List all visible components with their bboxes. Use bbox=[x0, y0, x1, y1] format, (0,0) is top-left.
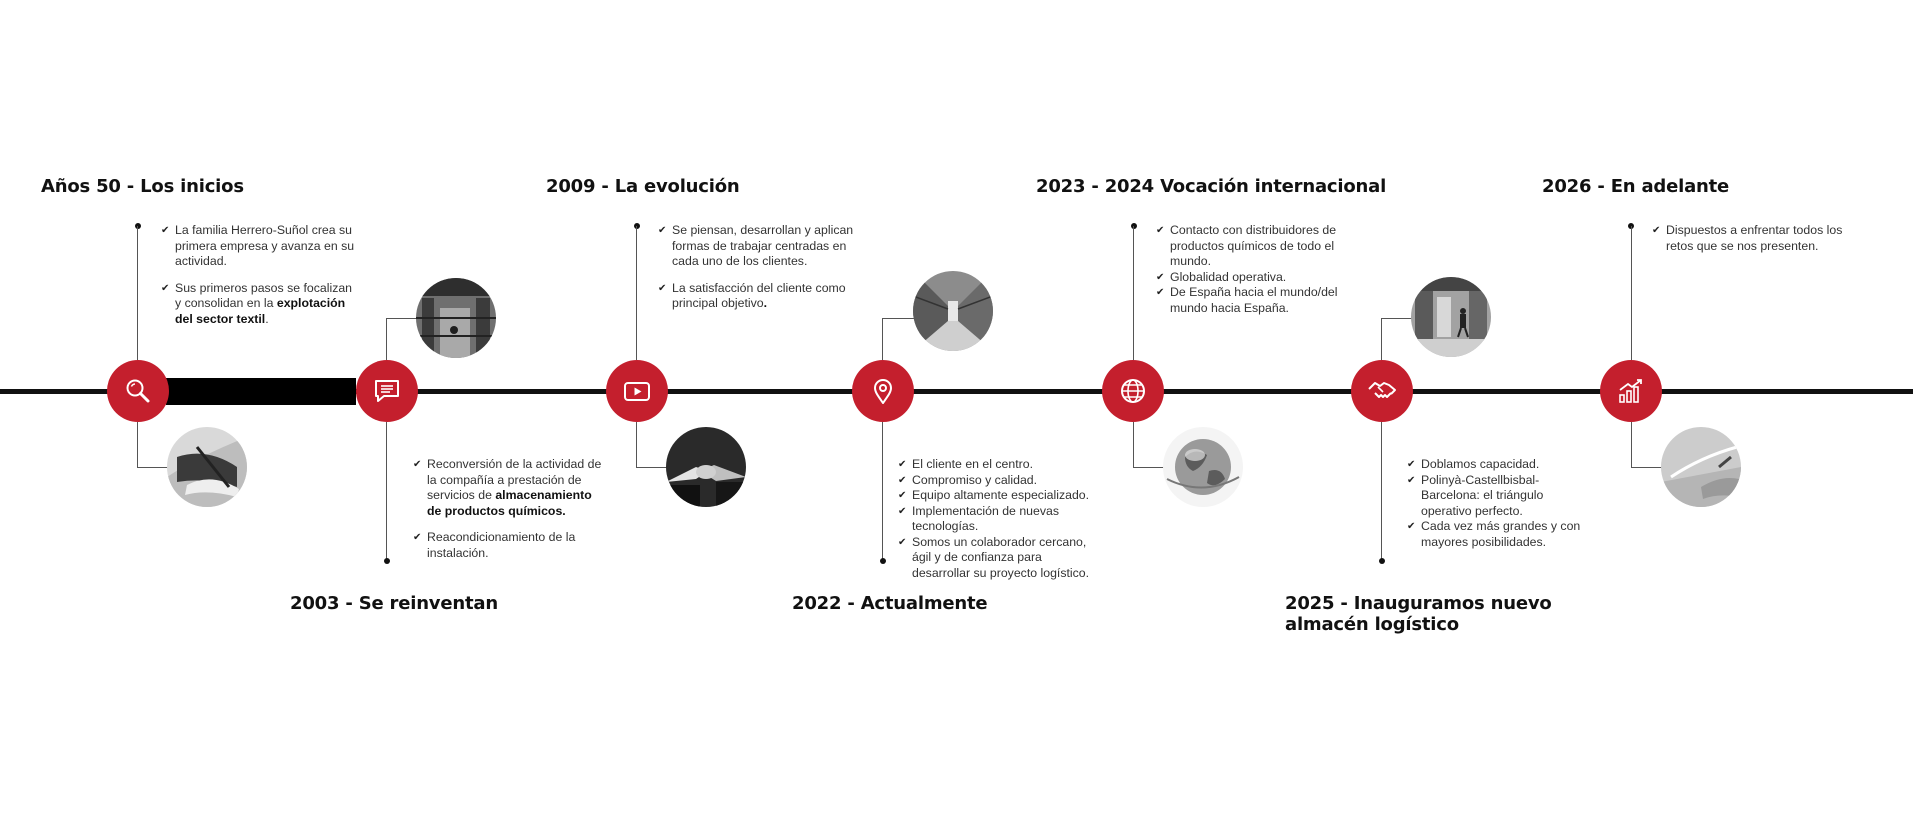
milestone-7-title: 2026 - En adelante bbox=[1542, 176, 1730, 197]
timeline-progress-bar bbox=[166, 378, 356, 405]
milestone-6-title: 2025 - Inauguramos nuevo almacén logístico bbox=[1285, 593, 1552, 635]
milestone-3-list bbox=[658, 223, 858, 312]
milestone-2-connector bbox=[386, 422, 387, 560]
milestone-2-title: 2003 - Se reinventan bbox=[290, 593, 498, 614]
warehouse-photo bbox=[416, 278, 496, 358]
milestone-4-connector bbox=[882, 422, 883, 560]
milestone-7-connector bbox=[1631, 226, 1632, 360]
warehouse-aisle-photo bbox=[913, 271, 993, 351]
list-item: ✔ Somos un colaborador cercano, ágil y de confianza para desarrollar su proyecto logístico. bbox=[898, 535, 1100, 582]
list-item: ✔ Se piensan, desarrollan y aplican formas de trabajar centradas en cada uno de los clientes. bbox=[658, 223, 858, 270]
globe-photo bbox=[1163, 427, 1243, 507]
hand-drawing-photo bbox=[1661, 427, 1741, 507]
milestone-3-connector bbox=[636, 226, 637, 360]
list-item: ✔ La satisfacción del cliente como principal objetivo. bbox=[658, 281, 858, 312]
search-icon bbox=[123, 376, 153, 406]
milestone-1-dot bbox=[135, 223, 141, 229]
milestone-7-list bbox=[1652, 223, 1852, 254]
list-item: ✔ De España hacia el mundo/del mundo hacia España. bbox=[1156, 285, 1346, 316]
globe-icon bbox=[1118, 376, 1148, 406]
milestone-4-node[interactable] bbox=[852, 360, 914, 422]
logistics-worker-photo bbox=[1411, 277, 1491, 357]
handshake-icon bbox=[1367, 376, 1397, 406]
milestone-1-node[interactable] bbox=[107, 360, 169, 422]
milestone-7-node[interactable] bbox=[1600, 360, 1662, 422]
list-item: ✔ Reconversión de la actividad de la compañía a prestación de servicios de almacenamiento de productos químicos. bbox=[413, 457, 609, 519]
handshake-photo bbox=[666, 427, 746, 507]
milestone-3-title: 2009 - La evolución bbox=[546, 176, 740, 197]
milestone-6-list bbox=[1407, 457, 1591, 550]
milestone-1-list bbox=[161, 223, 361, 327]
growth-chart-icon bbox=[1616, 376, 1646, 406]
milestone-6-dot bbox=[1379, 558, 1385, 564]
milestone-6-connector bbox=[1381, 422, 1382, 560]
milestone-2-dot bbox=[384, 558, 390, 564]
chat-icon bbox=[372, 376, 402, 406]
milestone-4-dot bbox=[880, 558, 886, 564]
milestone-5-dot bbox=[1131, 223, 1137, 229]
milestone-1-title: Años 50 - Los inicios bbox=[41, 176, 244, 197]
milestone-6-node[interactable] bbox=[1351, 360, 1413, 422]
milestone-1-connector bbox=[137, 226, 138, 360]
list-item: ✔ La familia Herrero-Suñol crea su primera empresa y avanza en su actividad. bbox=[161, 223, 361, 270]
list-item: ✔ El cliente en el centro. bbox=[898, 457, 1100, 473]
milestone-5-title: 2023 - 2024 Vocación internacional bbox=[1036, 176, 1387, 197]
list-item: ✔ Implementación de nuevas tecnologías. bbox=[898, 504, 1100, 535]
list-item: ✔ Polinyà-Castellbisbal-Barcelona: el triángulo operativo perfecto. bbox=[1407, 473, 1591, 520]
location-pin-icon bbox=[868, 376, 898, 406]
play-icon bbox=[622, 376, 652, 406]
milestone-5-list bbox=[1156, 223, 1346, 316]
list-item: ✔ Dispuestos a enfrentar todos los retos que se nos presenten. bbox=[1652, 223, 1852, 254]
milestone-5-connector bbox=[1133, 226, 1134, 360]
milestone-5-node[interactable] bbox=[1102, 360, 1164, 422]
list-item: ✔ Compromiso y calidad. bbox=[898, 473, 1100, 489]
milestone-3-node[interactable] bbox=[606, 360, 668, 422]
milestone-2-list bbox=[413, 457, 609, 561]
list-item: ✔ Reacondicionamiento de la instalación. bbox=[413, 530, 609, 561]
list-item: ✔ Sus primeros pasos se focalizan y consolidan en la explotación del sector textil. bbox=[161, 281, 361, 328]
list-item: ✔ Cada vez más grandes y con mayores posibilidades. bbox=[1407, 519, 1591, 550]
list-item: ✔ Contacto con distribuidores de productos químicos de todo el mundo. bbox=[1156, 223, 1346, 270]
list-item: ✔ Equipo altamente especializado. bbox=[898, 488, 1100, 504]
list-item: ✔ Globalidad operativa. bbox=[1156, 270, 1346, 286]
milestone-3-dot bbox=[634, 223, 640, 229]
milestone-4-list bbox=[898, 457, 1100, 581]
list-item: ✔ Doblamos capacidad. bbox=[1407, 457, 1591, 473]
milestone-2-node[interactable] bbox=[356, 360, 418, 422]
hand-sewing-photo bbox=[167, 427, 247, 507]
milestone-4-title: 2022 - Actualmente bbox=[792, 593, 988, 614]
